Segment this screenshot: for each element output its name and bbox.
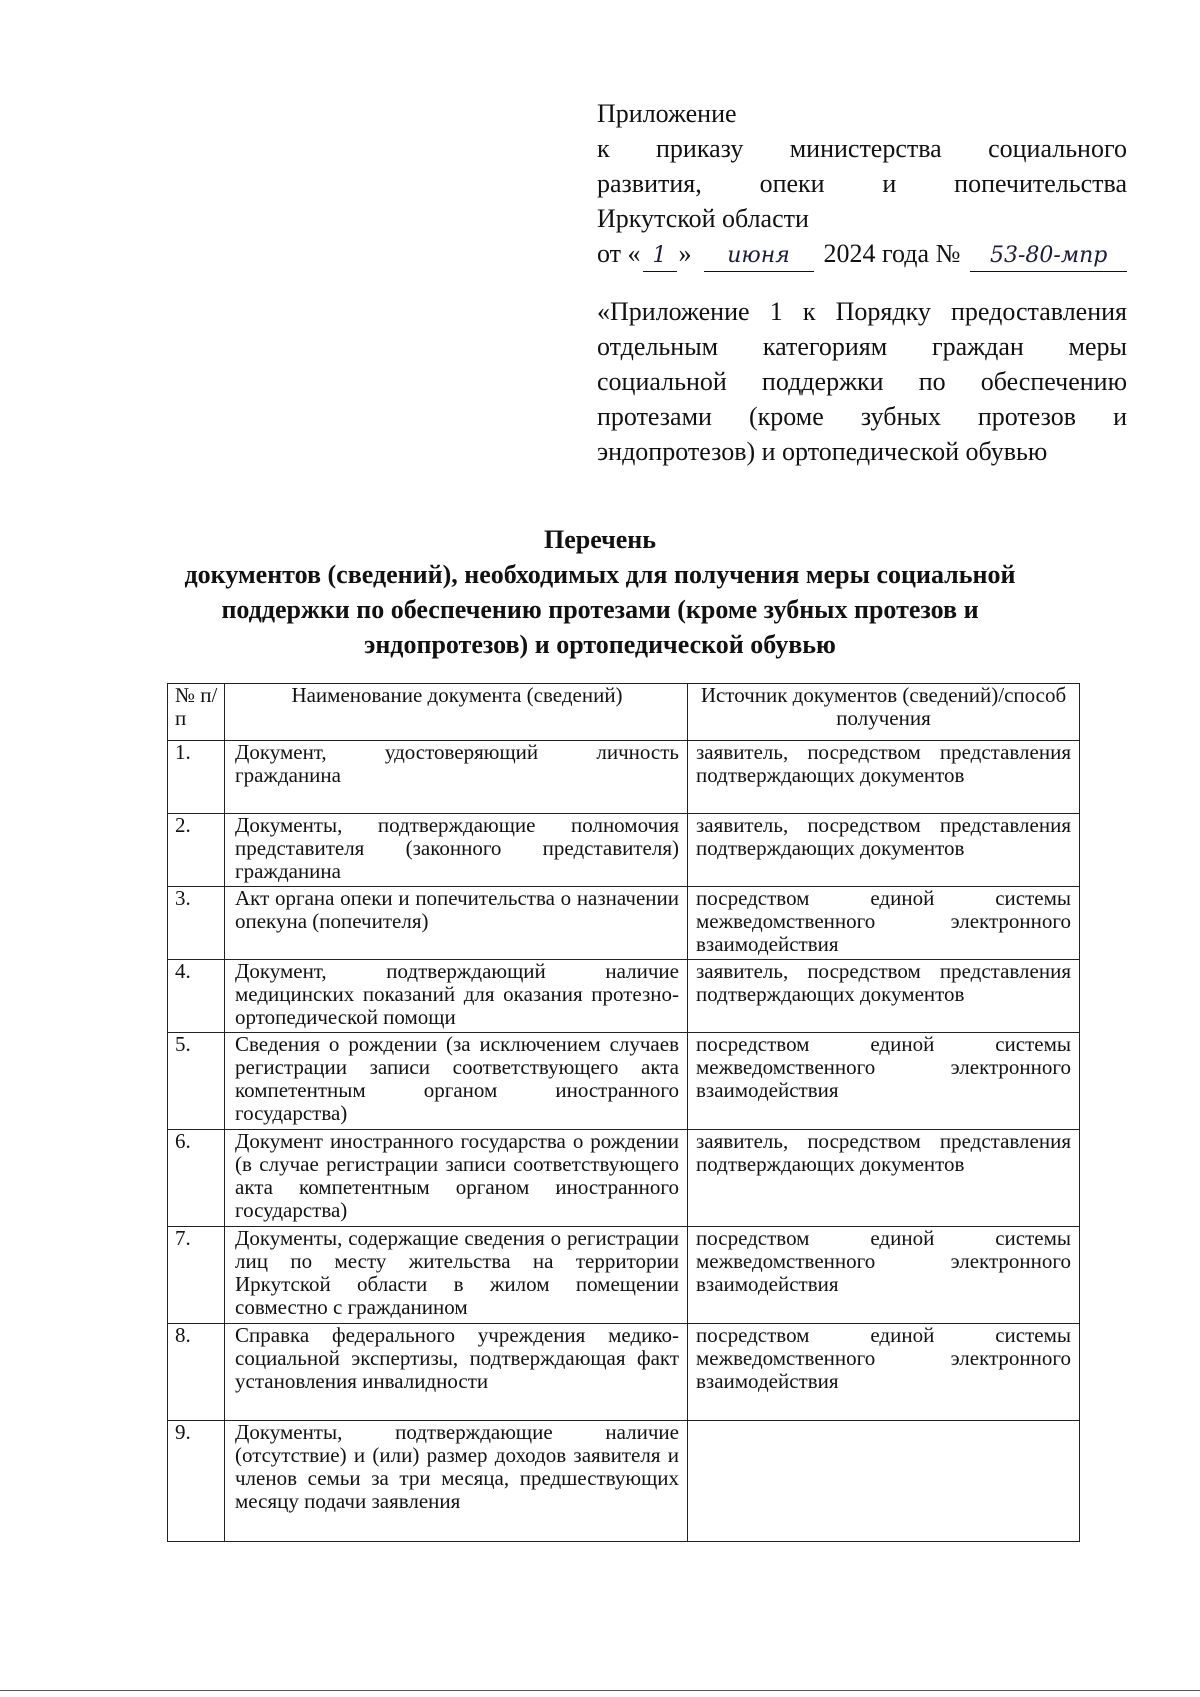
appendix-line-3: Иркутской области — [597, 204, 809, 233]
row-name: Документ, удостоверяющий личность гражданина — [225, 741, 688, 814]
table-row — [168, 1227, 1080, 1324]
row-name: Справка федерального учреждения медико-социальной экспертизы, подтверждающая факт установления инвалидности — [225, 1324, 688, 1421]
table-row — [168, 814, 1080, 887]
row-num: 2. — [168, 814, 225, 887]
row-source: заявитель, посредством представления подтверждающих документов — [688, 814, 1080, 887]
row-num: 3. — [168, 887, 225, 960]
row-num: 4. — [168, 960, 225, 1033]
row-num: 6. — [168, 1130, 225, 1227]
table-row — [168, 741, 1080, 814]
table-row — [168, 887, 1080, 960]
row-name: Документы, содержащие сведения о регистрации лиц по месту жительства на территории Иркутской области в жилом помещении совместно с гражданином — [225, 1227, 688, 1324]
appendix-header — [597, 96, 1127, 469]
appendix-line-1: к приказу министерства социального — [597, 134, 1127, 163]
row-name: Акт органа опеки и попечительства о назначении опекуна (попечителя) — [225, 887, 688, 960]
row-source: посредством единой системы межведомственного электронного взаимодействия — [688, 1227, 1080, 1324]
documents-table — [167, 683, 1080, 1542]
row-name: Документ иностранного государства о рождении (в случае регистрации записи соответствующего акта компетентным органом иностранного государства) — [225, 1130, 688, 1227]
title-line-4: эндопротезов) и ортопедической обувью — [364, 630, 836, 659]
table-row — [168, 1421, 1080, 1542]
row-source: заявитель, посредством представления подтверждающих документов — [688, 741, 1080, 814]
order-date-line — [597, 236, 1127, 272]
table-row — [168, 1324, 1080, 1421]
row-source: посредством единой системы межведомственного электронного взаимодействия — [688, 1324, 1080, 1421]
order-number-handwritten: 53-80-мпр — [970, 241, 1127, 272]
row-num: 5. — [168, 1033, 225, 1130]
row-name: Документ, подтверждающий наличие медицинских показаний для оказания протезно-ортопедической помощи — [225, 960, 688, 1033]
title-line-3: поддержки по обеспечению протезами (кроме зубных протезов и — [221, 595, 979, 624]
table-row — [168, 960, 1080, 1033]
row-source: заявитель, посредством представления подтверждающих документов — [688, 1130, 1080, 1227]
table-row — [168, 1033, 1080, 1130]
page-bottom-rule — [0, 1690, 1200, 1691]
row-num: 1. — [168, 741, 225, 814]
table-header-row — [168, 684, 1080, 741]
row-num: 9. — [168, 1421, 225, 1542]
header-num: № п/п — [168, 684, 225, 741]
row-source: заявитель, посредством представления подтверждающих документов — [688, 960, 1080, 1033]
appendix-line-2: развития, опеки и попечительства — [597, 169, 1127, 198]
date-day-handwritten: 1 — [643, 241, 677, 272]
date-mid: » — [678, 239, 692, 268]
document-title — [150, 522, 1050, 662]
row-num: 8. — [168, 1324, 225, 1421]
date-prefix: от « — [597, 239, 641, 268]
subappendix-line-5: эндопротезов) и ортопедической обувью — [597, 437, 1048, 466]
row-source — [688, 1421, 1080, 1542]
subappendix-line-4: протезами (кроме зубных протезов и — [597, 402, 1127, 431]
title-line-2: документов (сведений), необходимых для получения меры социальной — [184, 560, 1016, 589]
date-month-handwritten: июня — [704, 241, 814, 272]
subappendix-line-1: «Приложение 1 к Порядку предоставления — [597, 297, 1127, 326]
row-name: Документы, подтверждающие полномочия представителя (законного представителя) гражданина — [225, 814, 688, 887]
table-row — [168, 1130, 1080, 1227]
row-source: посредством единой системы межведомственного электронного взаимодействия — [688, 1033, 1080, 1130]
title-line-1: Перечень — [543, 525, 657, 554]
header-name: Наименование документа (сведений) — [225, 684, 688, 741]
header-source: Источник документов (сведений)/способ получения — [688, 684, 1080, 741]
appendix-label: Приложение — [597, 99, 737, 128]
subappendix-line-3: социальной поддержки по обеспечению — [597, 367, 1127, 396]
date-year: 2024 года № — [823, 239, 961, 268]
subappendix-line-2: отдельным категориям граждан меры — [597, 332, 1127, 361]
row-name: Сведения о рождении (за исключением случаев регистрации записи соответствующего акта компетентным органом иностранного государства) — [225, 1033, 688, 1130]
row-num: 7. — [168, 1227, 225, 1324]
row-source: посредством единой системы межведомственного электронного взаимодействия — [688, 887, 1080, 960]
row-name: Документы, подтверждающие наличие (отсутствие) и (или) размер доходов заявителя и членов семьи за три месяца, предшествующих месяцу подачи заявления — [225, 1421, 688, 1542]
